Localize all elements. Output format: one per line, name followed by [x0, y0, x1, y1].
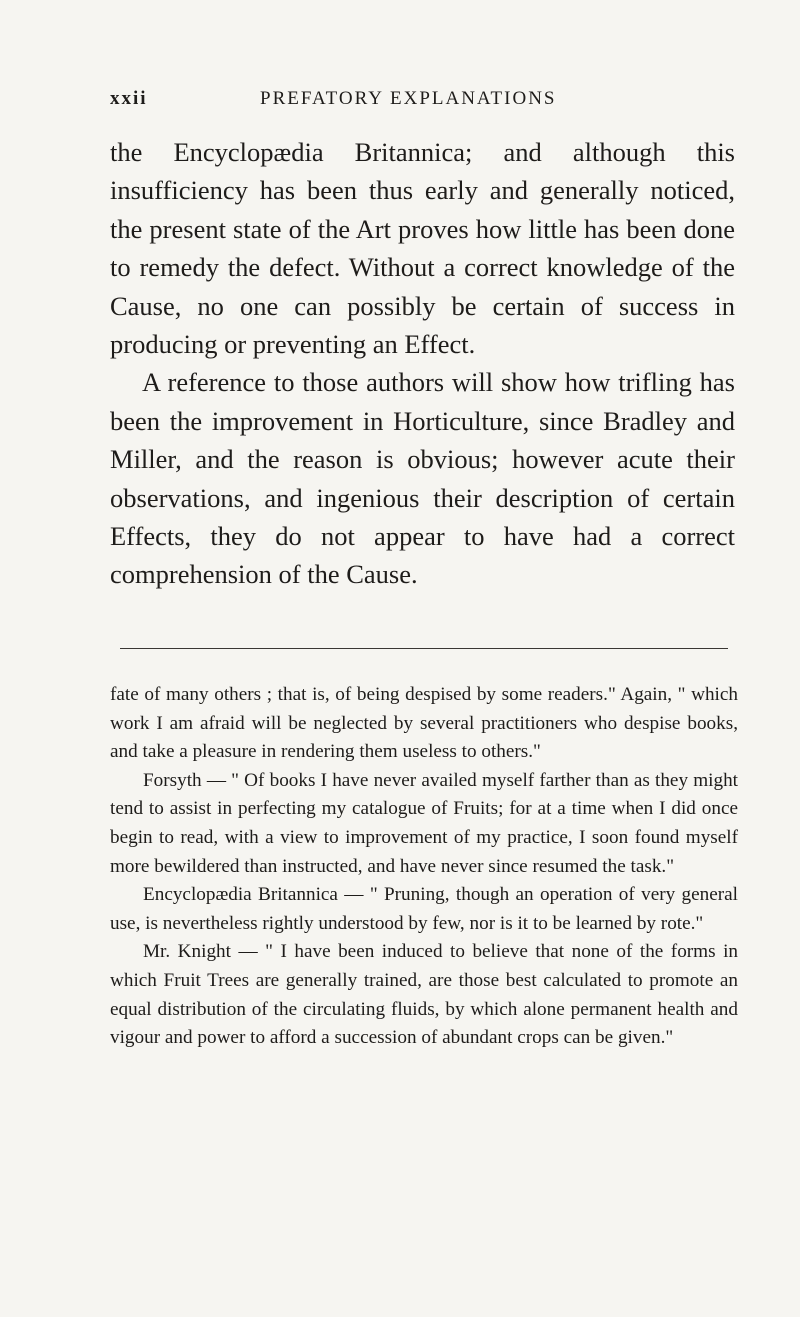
main-paragraph: A reference to those authors will show how trifling has been the improvement in Horticulture, since Bradley and Miller, and the reason is obvious; however acute their observations, and ingenious their description of certain Effects, they do not appear to have had a correct comprehension of the Cause. [110, 367, 735, 590]
footnote-divider [120, 648, 728, 649]
footnote-paragraph: fate of many others ; that is, of being despised by some readers." Again, " which work I am afraid will be neglected by several practitioners who despise books, and take a pleasure in rendering them useless to others." [110, 684, 738, 763]
main-paragraph: the Encyclopædia Britannica; and although this insufficiency has been thus early and generally noticed, the present state of the Art proves how little has been done to remedy the defect. Without a correct knowledge of the Cause, no one can possibly be certain of success in producing or preventing an Effect. [110, 137, 735, 360]
page-header [110, 88, 700, 118]
running-title: PREFATORY EXPLANATIONS [260, 88, 557, 109]
footnote-paragraph: Forsyth — " Of books I have never availed myself farther than as they might tend to assist in perfecting my catalogue of Fruits; for at a time when I did once begin to read, with a view to improvement of my practice, I soon found myself more bewildered than instructed, and have never since resumed the task." [110, 769, 738, 877]
footnotes [110, 681, 738, 1053]
main-text [110, 133, 735, 594]
footnote-paragraph: Encyclopædia Britannica — " Pruning, though an operation of very general use, is nevertheless rightly understood by few, nor is it to be learned by rote." [110, 884, 738, 934]
page-number: xxii [110, 88, 148, 109]
footnote-paragraph: Mr. Knight — " I have been induced to believe that none of the forms in which Fruit Trees are generally trained, are those best calculated to promote an equal distribution of the circulating fluids, by which alone permanent health and vigour and power to afford a succession of abundant crops can be given." [110, 941, 738, 1049]
